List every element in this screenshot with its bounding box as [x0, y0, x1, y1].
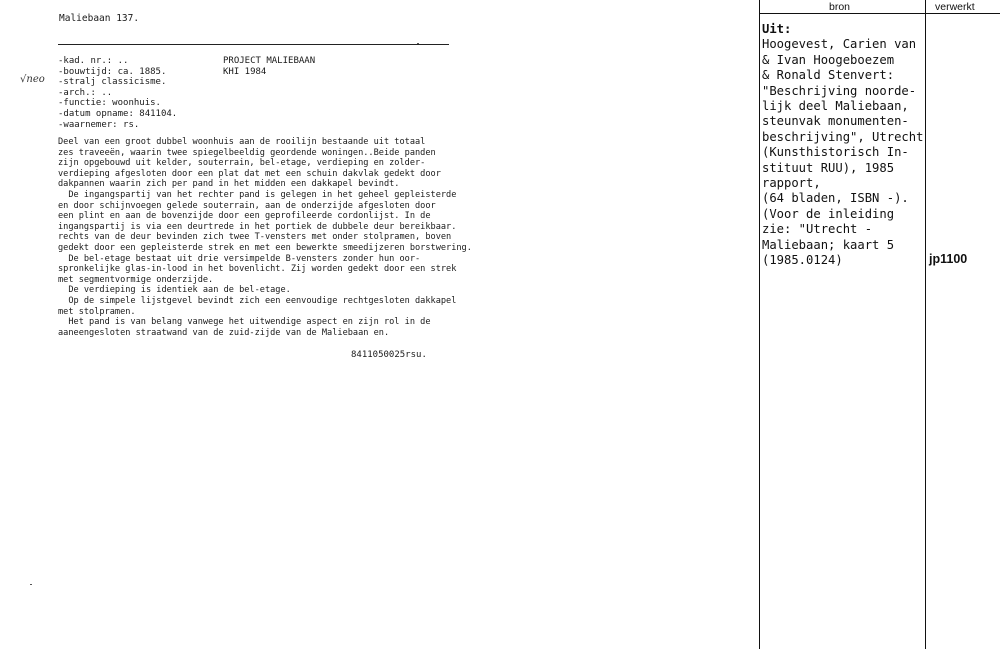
column-header-verwerkt: verwerkt	[935, 1, 975, 13]
source-line: lijk deel Maliebaan,	[762, 99, 909, 114]
column-divider-left	[759, 0, 760, 649]
field-datum-opname: -datum opname: 841104.	[58, 108, 178, 119]
source-line: zie: "Utrecht -	[762, 222, 873, 237]
record-code: 8411050025rsu.	[351, 350, 427, 360]
description-line: Het pand is van belang vanwege het uitwendige aspect en zijn rol in de	[58, 317, 431, 328]
header-rule	[759, 13, 1000, 14]
field-bouwtijd: -bouwtijd: ca. 1885.	[58, 66, 167, 77]
handwritten-margin-note: √neo	[20, 74, 45, 85]
description-line: en door schijnvoegen gelede souterrain, aan de onderzijde afgesloten door	[58, 200, 436, 211]
source-line: (64 bladen, ISBN -).	[762, 191, 909, 206]
description-line: verdieping afgesloten door een plat dat met een schuin dakvlak gedekt door	[58, 168, 441, 179]
source-line: rapport,	[762, 176, 821, 191]
description-line: met stolpramen.	[58, 306, 136, 317]
record-heading: Maliebaan 137.	[59, 13, 140, 24]
project-label	[223, 56, 315, 77]
description-line: De verdieping is identiek aan de bel-etage.	[58, 285, 291, 296]
heading-rule	[58, 44, 449, 45]
source-line: & Ivan Hoogeboezem	[762, 52, 895, 67]
field-arch: -arch.: ..	[58, 87, 113, 98]
field-kad-nr: -kad. nr.: ..	[58, 56, 129, 66]
description-line: aaneengesloten straatwand van de zuid-zijde van de Maliebaan en.	[58, 327, 390, 338]
column-divider-right	[925, 0, 926, 649]
source-line: (Voor de inleiding	[762, 206, 895, 221]
description-line: zijn opgebouwd uit kelder, souterrain, bel-etage, verdieping en zolder-	[58, 158, 426, 169]
description-line: De ingangspartij van het rechter pand is gelegen in het geheel gepleisterde	[58, 189, 457, 200]
source-line: steunvak monumenten-	[762, 114, 909, 129]
field-waarnemer: -waarnemer: rs.	[58, 119, 140, 130]
source-line: (Kunsthistorisch In-	[762, 145, 909, 160]
description-line: dakpannen waarin zich per pand in het midden een dakkapel bevindt.	[58, 179, 400, 190]
description-line: De bel-etage bestaat uit drie versimpelde B-vensters zonder hun oor-	[58, 253, 421, 264]
project-code: KHI 1984	[223, 66, 267, 77]
source-line: Maliebaan; kaart 5	[762, 237, 895, 252]
description-line: Deel van een groot dubbel woonhuis aan de rooilijn bestaande uit totaal	[58, 137, 426, 147]
column-header-bron: bron	[829, 1, 851, 13]
description-line: gedekt door een gepleisterde strek en met een bewerkte smeedijzeren borstwering.	[58, 242, 472, 253]
description-line: ingangspartij is via een deurtrede in het portiek de dubbele deur bereikbaar.	[58, 221, 457, 232]
source-line: (1985.0124)	[762, 253, 843, 268]
description-line: rechts van de deur bevinden zich twee T-vensters met onder stolpramen, boven	[58, 232, 452, 243]
description-line: spronkelijke glas-in-lood in het bovenlicht. Zij worden gedekt door een strek	[58, 264, 457, 275]
source-line: beschrijving", Utrecht	[762, 129, 924, 144]
source-citation	[762, 22, 923, 269]
description-line: een plint en aan de bovenzijde door een geprofileerde cordonlijst. In de	[58, 211, 431, 222]
field-stijl: -stralj classicisme.	[58, 77, 167, 88]
source-line: stituut RUU), 1985	[762, 160, 895, 175]
source-line: & Ronald Stenvert:	[762, 68, 895, 83]
description-line: met segmentvormige onderzijde.	[58, 274, 214, 285]
source-line: Hoogevest, Carien van	[762, 37, 917, 52]
description-line: zes traveeën, waarin twee spiegelbeeldig geordende woningen..Beide panden	[58, 147, 436, 158]
rule-mark	[417, 43, 419, 44]
description-line: Op de simpele lijstgevel bevindt zich een eenvoudige rechtgesloten dakkapel	[58, 295, 457, 306]
record-description	[58, 137, 478, 338]
margin-mark	[30, 584, 32, 585]
project-name: PROJECT MALIEBAAN	[223, 56, 316, 66]
source-line: "Beschrijving noorde-	[762, 83, 917, 98]
record-fields	[58, 56, 177, 130]
source-line: Uit:	[762, 22, 792, 36]
verwerkt-value: jp1100	[929, 252, 968, 266]
field-functie: -functie: woonhuis.	[58, 98, 161, 109]
